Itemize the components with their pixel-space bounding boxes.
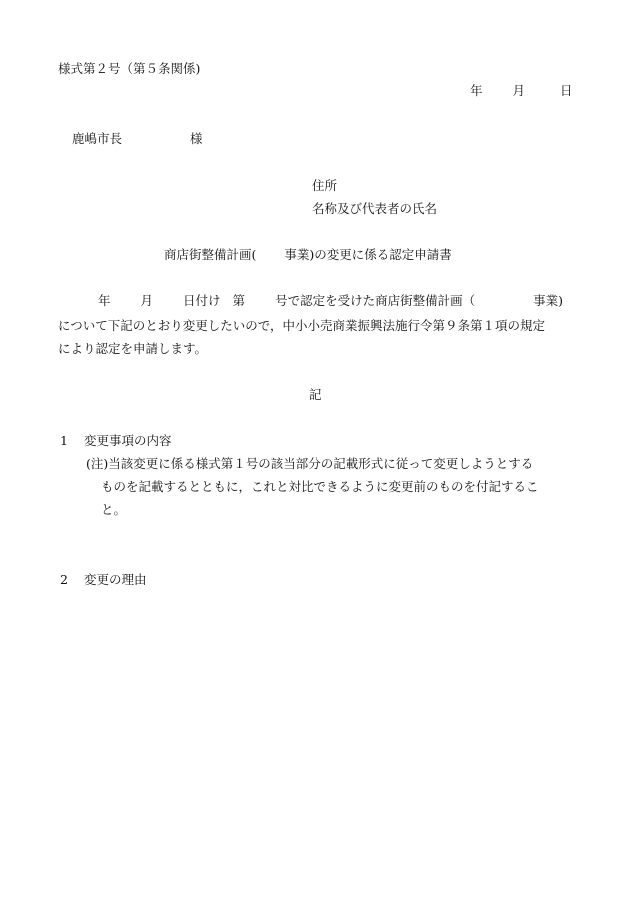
body-no-suffix: 号で認定を受けた商店街整備計画（ — [275, 293, 476, 308]
item-1-number: 1 — [60, 433, 68, 448]
item-2-number: 2 — [60, 572, 68, 587]
addressee — [72, 133, 203, 146]
form-number: 様式第２号（第５条関係) — [58, 61, 201, 76]
date-day-label: 日 — [560, 83, 573, 98]
item-1-label: 変更事項の内容 — [84, 433, 172, 448]
body-line-1 — [58, 295, 563, 308]
applicant-name-label: 名称及び代表者の氏名 — [312, 201, 438, 216]
item-2-label: 変更の理由 — [84, 572, 147, 587]
date-year-label: 年 — [470, 83, 483, 98]
item-1 — [60, 435, 172, 448]
body-year: 年 — [98, 293, 111, 308]
body-no-prefix: 第 — [232, 293, 246, 308]
note-line-1: (注)当該変更に係る様式第１号の該当部分の記載形式に従って変更しようとする — [86, 456, 534, 471]
item-2 — [60, 574, 147, 587]
document-title — [164, 249, 452, 262]
body-month: 月 — [140, 293, 154, 308]
title-prefix: 商店街整備計画( — [164, 247, 257, 262]
note-line-3: と。 — [101, 502, 127, 517]
body-line-2: について下記のとおり変更したいので，中小小売商業振興法施行令第９条第１項の規定 — [58, 318, 546, 333]
body-line-3: により認定を申請します。 — [58, 341, 208, 356]
applicant-address-label: 住所 — [312, 178, 338, 193]
addressee-honorific: 様 — [190, 131, 203, 146]
date-line — [470, 85, 573, 98]
date-month-label: 月 — [512, 83, 526, 98]
addressee-name: 鹿嶋市長 — [72, 131, 123, 146]
body-project: 事業) — [533, 293, 563, 308]
title-suffix: 事業)の変更に係る認定申請書 — [284, 247, 452, 262]
note-line-2: ものを記載するとともに，これと対比できるように変更前のものを付記するこ — [101, 479, 539, 494]
body-day: 日付け — [183, 293, 221, 308]
ki-heading: 記 — [309, 387, 322, 402]
